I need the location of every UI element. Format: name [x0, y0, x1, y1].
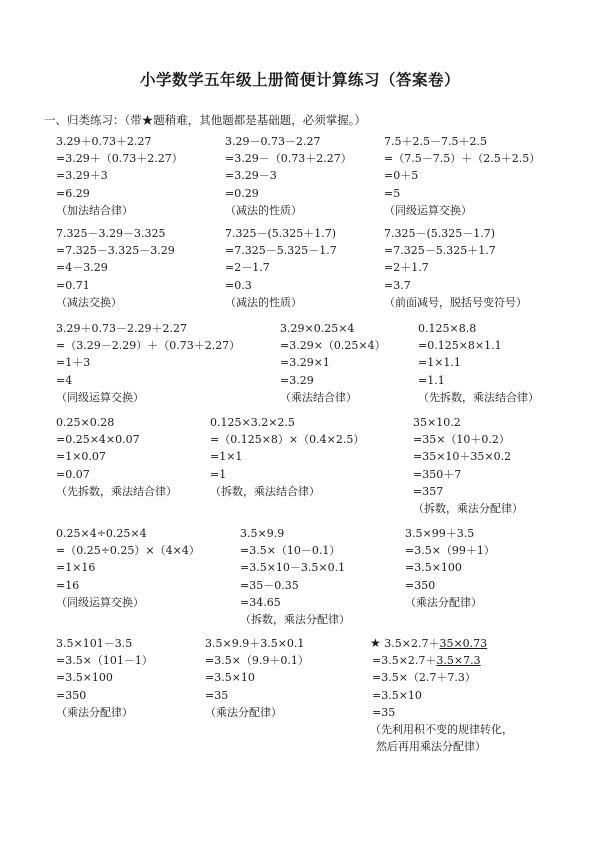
law-note: （乘法结合律） [280, 390, 357, 404]
calc-line: =0.3 [225, 278, 252, 292]
calc-line: =357 [413, 484, 444, 498]
calc-line: =1.1 [418, 373, 445, 387]
calc-line: =5 [384, 186, 401, 200]
calc-line: =2＋1.7 [384, 261, 429, 275]
calc-line: 3.5×99＋3.5 [405, 527, 475, 540]
law-note: （减法交换） [56, 295, 122, 309]
calc-line: 7.325－(5.325－1.7) [384, 227, 496, 240]
calc-line: =3.29×1 [280, 356, 330, 370]
calc-line: =1×1.1 [418, 356, 461, 370]
calc-line: 3.5×9.9＋3.5×0.1 [205, 637, 305, 650]
calc-line: =3.29－（0.73＋2.27） [225, 152, 352, 166]
calc-line: =0.125×8×1.1 [418, 339, 502, 353]
calc-line: 3.29＋0.73－2.29＋2.27 [56, 322, 187, 335]
calc-line: =3.29＋（0.73＋2.27） [56, 152, 183, 166]
calc-text: =3.5×2.7＋ [372, 654, 437, 668]
law-note: （同级运算交换） [56, 390, 144, 404]
calc-line: =3.5×（101－1） [56, 654, 153, 668]
calc-text: 3.5×2.7＋ [380, 637, 440, 650]
underlined-term: 3.5×7.3 [436, 654, 481, 668]
page-title: 小学数学五年级上册简便计算练习（答案卷） [139, 70, 460, 89]
section-heading: 一、归类练习：（带★题稍难，其他题都是基础题，必须掌握。） [44, 113, 366, 127]
calc-line: =3.5×100 [56, 671, 113, 685]
calc-line: =350 [56, 688, 87, 702]
calc-line: =（0.125×8）×（0.4×2.5） [210, 433, 365, 447]
calc-line [370, 635, 513, 652]
calc-line: =3.5×（9.9＋0.1） [205, 654, 309, 668]
calc-line: =3.5×10 [205, 671, 255, 685]
calc-line: =3.5×100 [405, 561, 462, 575]
law-note: 然后再用乘法分配律） [376, 740, 486, 754]
calc-line: =4－3.29 [56, 261, 108, 275]
law-note: （先拆数，乘法结合律） [418, 390, 539, 404]
star-icon: ★ [370, 636, 381, 650]
law-note: （先利用积不变的规律转化， [370, 723, 513, 737]
calc-line: =35 [372, 705, 396, 719]
calc-line: =0＋5 [384, 169, 419, 183]
calc-line: =35 [205, 688, 229, 702]
calc-line: =0.71 [56, 278, 90, 292]
calc-line: =3.5×10－3.5×0.1 [240, 561, 346, 575]
problem-block [413, 414, 523, 517]
law-note: （减法的性质） [225, 295, 302, 309]
law-note: （乘法分配律） [56, 705, 133, 719]
calc-line: =3.7 [384, 278, 411, 292]
law-note: （拆数，乘法分配律） [413, 502, 523, 516]
problem-block-starred [370, 635, 513, 755]
calc-line: =6.29 [56, 186, 90, 200]
calc-line: =1×1 [210, 450, 243, 464]
law-note: （减法的性质） [225, 203, 302, 217]
calc-line: =4 [56, 373, 73, 387]
calc-line: =3.29×（0.25×4） [280, 339, 386, 353]
calc-line: =350＋7 [413, 467, 462, 481]
law-note: （加法结合律） [56, 203, 133, 217]
law-note: （同级运算交换） [384, 203, 472, 217]
problem-block [418, 320, 539, 406]
calc-line: =3.29＋3 [56, 169, 108, 183]
problem-block [56, 133, 183, 219]
law-note: （先拆数，乘法结合律） [56, 484, 177, 498]
law-note: （拆数，乘法结合律） [210, 484, 320, 498]
calc-line: =2－1.7 [225, 261, 270, 275]
calc-line: =7.325－3.325－3.29 [56, 244, 175, 258]
calc-line: =（3.29－2.29）＋（0.73＋2.27） [56, 339, 241, 353]
calc-line: =7.325－5.325＋1.7 [384, 244, 496, 258]
calc-line: =0.25×4×0.07 [56, 433, 140, 447]
calc-line: =1＋3 [56, 356, 91, 370]
calc-line: =3.5×（10－0.1） [240, 544, 341, 558]
calc-line: =3.29 [280, 373, 314, 387]
law-note: （乘法分配律） [405, 595, 482, 609]
law-note: （乘法分配律） [205, 705, 282, 719]
calc-line: =3.5×（2.7＋7.3） [372, 671, 476, 685]
calc-line: =1×16 [56, 561, 96, 575]
calc-line: 0.125×3.2×2.5 [210, 416, 295, 429]
law-note: （前面减号，脱括号变符号） [384, 295, 527, 309]
calc-line: =3.29－3 [225, 169, 277, 183]
problem-block [384, 225, 527, 311]
calc-line: 0.125×8.8 [418, 322, 477, 335]
calc-line: =0.29 [225, 186, 259, 200]
calc-line: =35－0.35 [240, 578, 299, 592]
problem-block [280, 320, 386, 406]
problem-block [210, 414, 364, 500]
calc-line: =0.07 [56, 467, 90, 481]
calc-line: =（7.5－7.5）＋（2.5＋2.5） [384, 152, 541, 166]
calc-line: =16 [56, 578, 80, 592]
calc-line: 3.5×9.9 [240, 527, 285, 540]
calc-line: =35×10＋35×0.2 [413, 450, 512, 464]
problem-block [405, 525, 495, 611]
problem-block [225, 225, 337, 311]
law-note: （同级运算交换） [56, 595, 144, 609]
calc-line: 7.325－(5.325＋1.7) [225, 227, 337, 240]
problem-block [56, 320, 240, 406]
calc-line: 3.29×0.25×4 [280, 322, 355, 335]
calc-line: =34.65 [240, 595, 281, 609]
calc-line: 0.25×4÷0.25×4 [56, 527, 147, 540]
problem-block [225, 133, 352, 219]
calc-line: 3.5×101－3.5 [56, 637, 133, 650]
calc-line: =3.5×（99＋1） [405, 544, 495, 558]
calc-line: 7.5＋2.5－7.5＋2.5 [384, 135, 487, 148]
calc-line [370, 652, 513, 669]
calc-line: 7.325－3.29－3.325 [56, 227, 166, 240]
problem-block [205, 635, 309, 721]
calc-line: =350 [405, 578, 436, 592]
calc-line: 3.29－0.73－2.27 [225, 135, 321, 148]
underlined-term: 35×0.73 [439, 637, 488, 650]
problem-block [240, 525, 350, 628]
calc-line: =（0.25÷0.25）×（4×4） [56, 544, 200, 558]
calc-line: =3.5×10 [372, 688, 422, 702]
calc-line: =1 [210, 467, 227, 481]
law-note: （拆数，乘法分配律） [240, 613, 350, 627]
calc-line: 0.25×0.28 [56, 416, 115, 429]
problem-block [56, 525, 200, 611]
problem-block [56, 225, 175, 311]
problem-block [384, 133, 540, 219]
calc-line: 3.29＋0.73＋2.27 [56, 135, 152, 148]
calc-line: =35×（10＋0.2） [413, 433, 510, 447]
calc-line: 35×10.2 [413, 416, 461, 429]
problem-block [56, 414, 177, 500]
calc-line: =1×0.07 [56, 450, 106, 464]
calc-line: =7.325－5.325－1.7 [225, 244, 337, 258]
problem-block [56, 635, 153, 721]
